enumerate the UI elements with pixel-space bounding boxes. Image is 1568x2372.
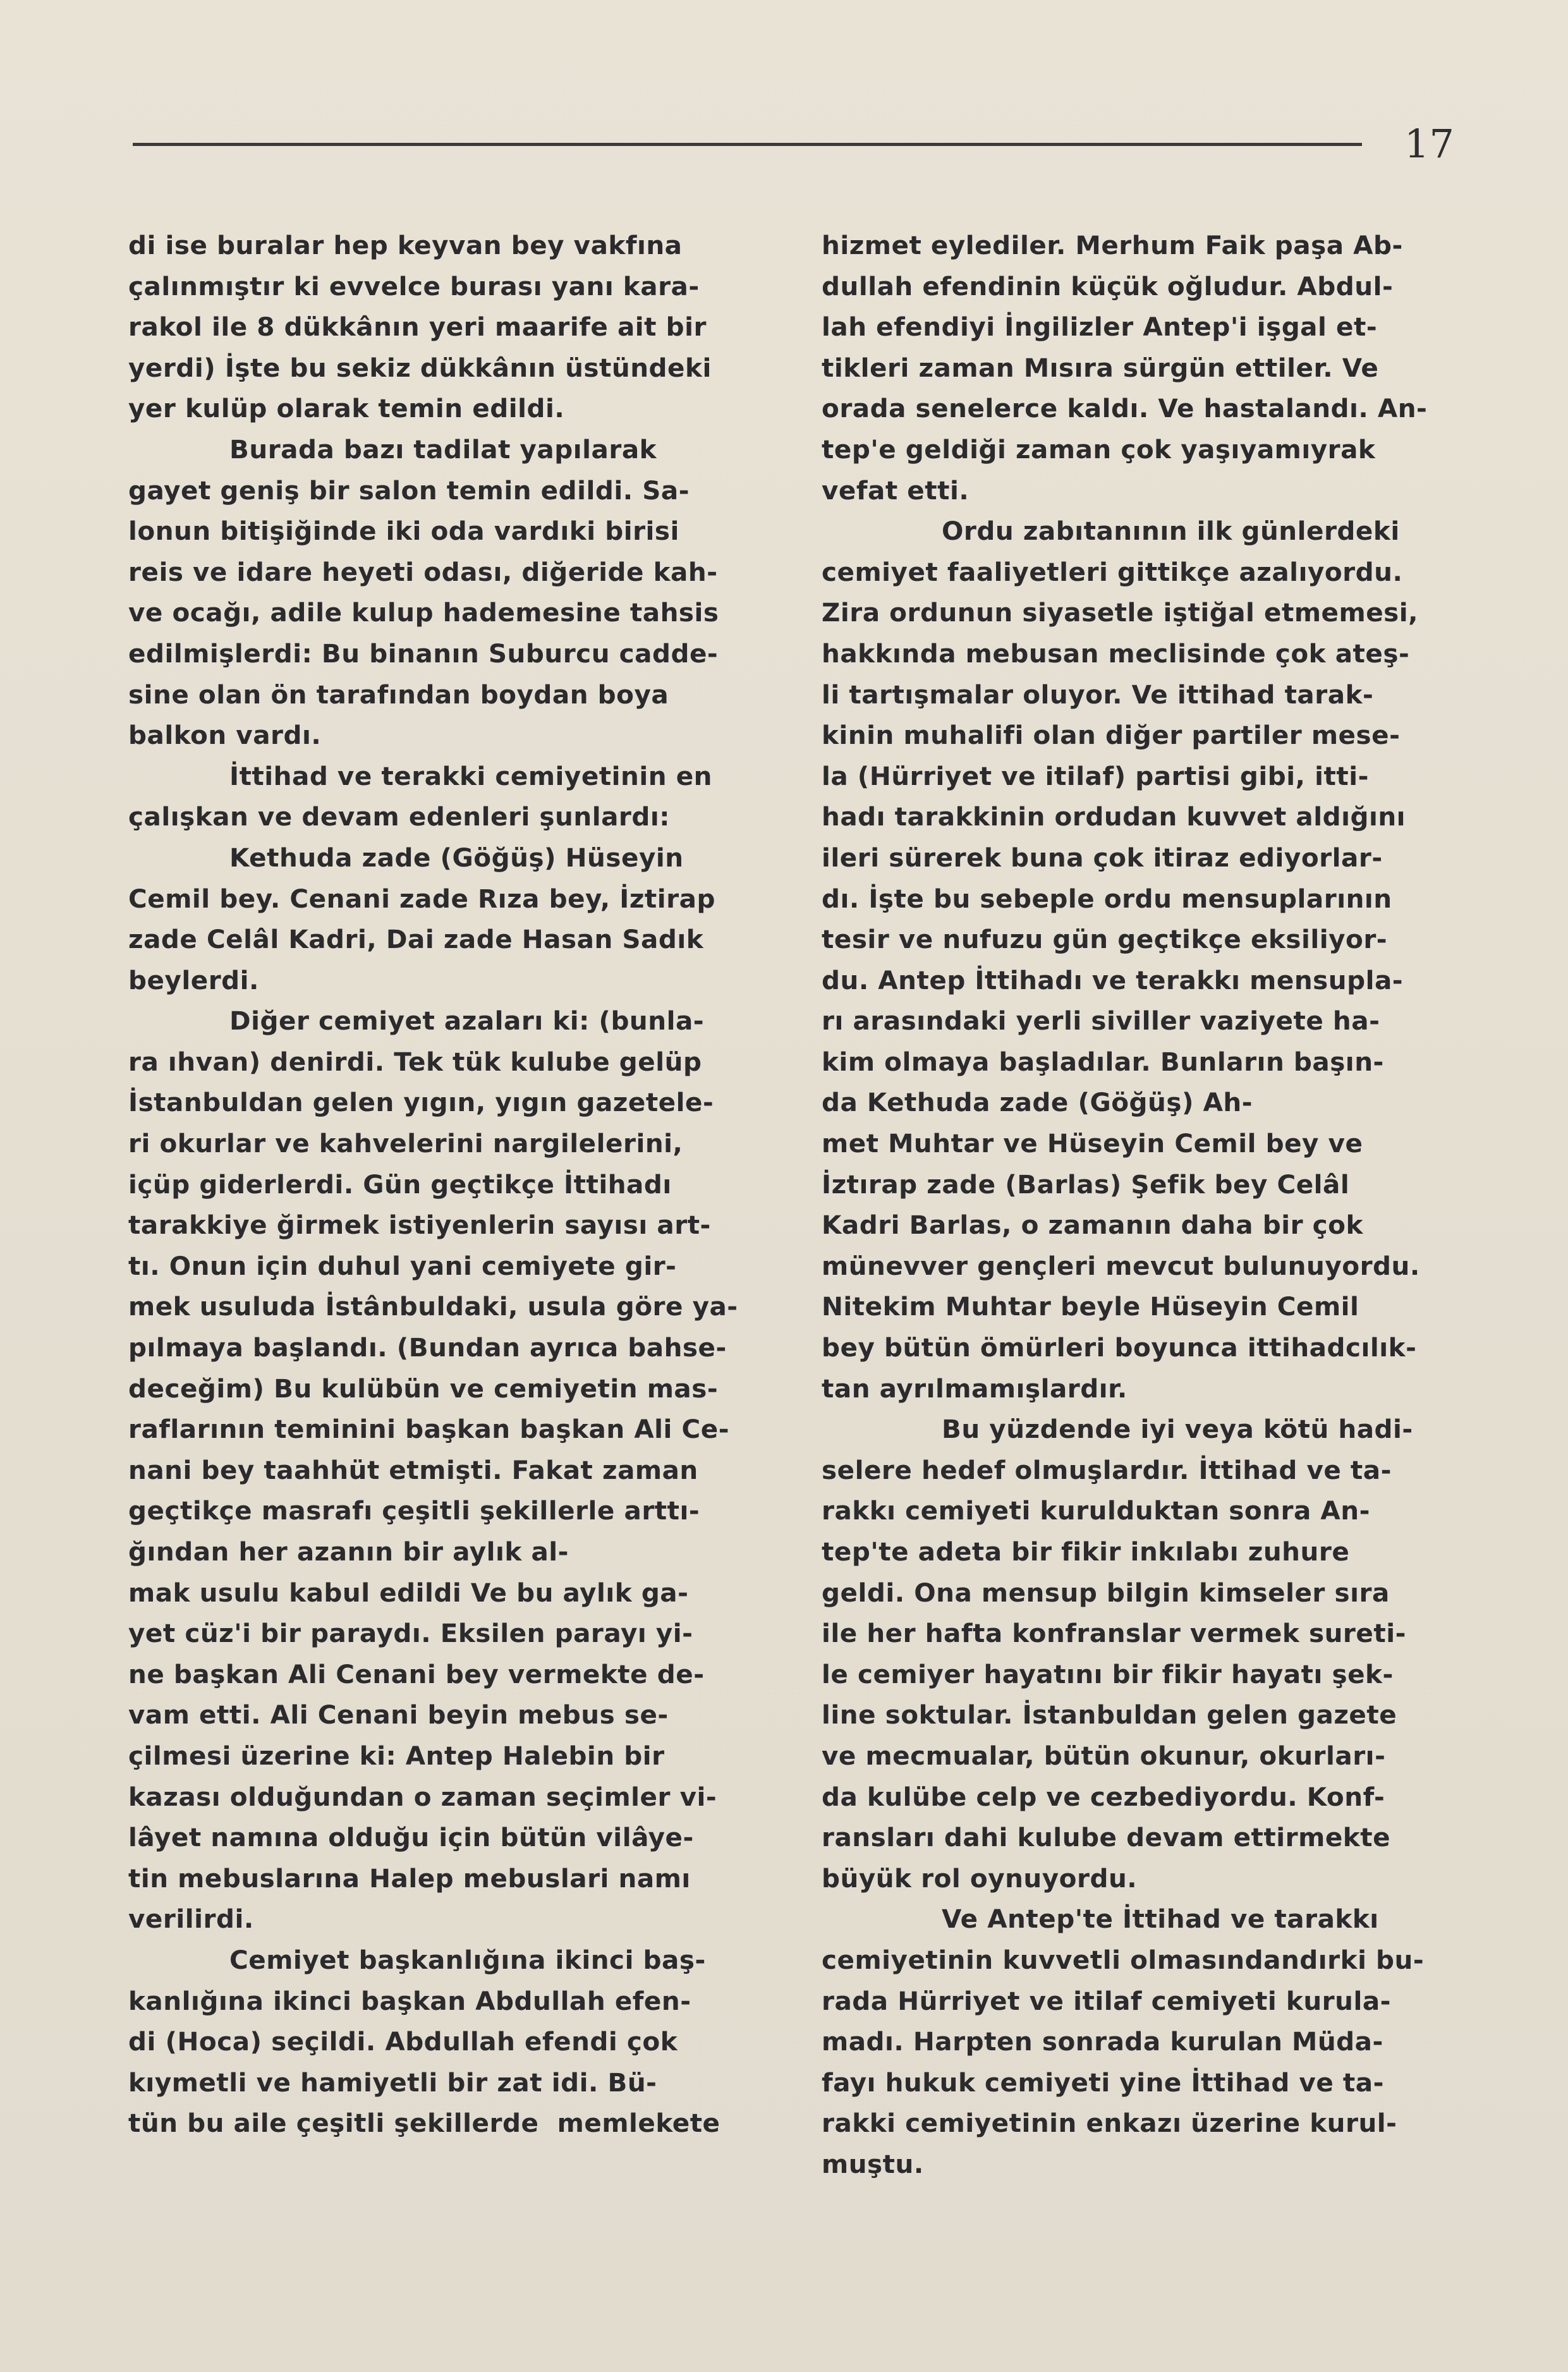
text-line: rakkı cemiyeti kurulduktan sonra An- <box>822 1495 1370 1526</box>
left-paragraph <box>128 1000 784 1940</box>
text-line: Ve Antep'te İttihad ve tarakkı <box>942 1904 1379 1935</box>
text-line: dı. İşte bu sebeple ordu mensuplarının <box>822 883 1392 914</box>
text-line: ile her hafta konfranslar vermek sureti- <box>822 1618 1406 1649</box>
text-line: beylerdi. <box>128 964 259 995</box>
text-line: le cemiyer hayatını bir fikir hayatı şek- <box>822 1658 1394 1689</box>
text-line: vefat etti. <box>822 475 969 506</box>
text-line: tesir ve nufuzu gün geçtikçe eksiliyor- <box>822 924 1388 955</box>
text-line: yerdi) İşte bu sekiz dükkânın üstündeki <box>128 352 712 383</box>
text-line: fayı hukuk cemiyeti yine İttihad ve ta- <box>822 2067 1384 2098</box>
text-line: münevver gençleri mevcut bulunuyordu. <box>822 1250 1420 1281</box>
left-column <box>128 225 784 2144</box>
text-line: tep'te adeta bir fikir inkılabı zuhure <box>822 1536 1350 1567</box>
text-line: da kulübe celp ve cezbediyordu. Konf- <box>822 1781 1385 1812</box>
text-line: di (Hoca) seçildi. Abdullah efendi çok <box>128 2026 678 2057</box>
text-line: ğından her azanın bir aylık al- <box>128 1536 569 1567</box>
text-line: bey bütün ömürleri boyunca ittihadcılık- <box>822 1332 1417 1363</box>
text-line: tep'e geldiği zaman çok yaşıyamıyrak <box>822 434 1376 465</box>
header-rule <box>133 143 1362 146</box>
text-line: du. Antep İttihadı ve terakkı mensupla- <box>822 964 1404 995</box>
text-line: ileri sürerek buna çok itiraz ediyorlar- <box>822 842 1383 873</box>
text-line: verilirdi. <box>128 1904 254 1935</box>
text-line: kazası olduğundan o zaman seçimler vi- <box>128 1781 717 1812</box>
text-line: Cemil bey. Cenani zade Rıza bey, İztirap <box>128 883 715 914</box>
text-line: lah efendiyi İngilizler Antep'i işgal et- <box>822 312 1378 343</box>
text-line: orada senelerce kaldı. Ve hastalandı. An- <box>822 393 1428 424</box>
text-line: balkon vardı. <box>128 720 322 751</box>
text-line: kanlığına ikinci başkan Abdullah efen- <box>128 1985 691 2016</box>
text-line: nani bey taahhüt etmişti. Fakat zaman <box>128 1454 698 1485</box>
text-line: İttihad ve terakki cemiyetinin en <box>229 760 712 791</box>
text-line: ri okurlar ve kahvelerini nargilelerini, <box>128 1128 683 1159</box>
text-line: pılmaya başlandı. (Bundan ayrıca bahse- <box>128 1332 727 1363</box>
text-line: muştu. <box>822 2148 924 2179</box>
text-line: line soktular. İstanbuldan gelen gazete <box>822 1700 1397 1730</box>
text-line: Burada bazı tadilat yapılarak <box>229 434 657 465</box>
right-column <box>822 225 1482 2185</box>
text-line: rakki cemiyetinin enkazı üzerine kurul- <box>822 2108 1397 2139</box>
text-line: tikleri zaman Mısıra sürgün ettiler. Ve <box>822 352 1379 383</box>
text-line: Kethuda zade (Göğüş) Hüseyin <box>229 842 684 873</box>
text-line: içüp giderlerdi. Gün geçtikçe İttihadı <box>128 1169 672 1200</box>
text-line: lonun bitişiğinde iki oda vardıki birisi <box>128 516 679 547</box>
text-line: Diğer cemiyet azaları ki: (bunla- <box>229 1006 705 1037</box>
text-line: met Muhtar ve Hüseyin Cemil bey ve <box>822 1128 1363 1159</box>
left-paragraph <box>128 837 784 1000</box>
text-line: çilmesi üzerine ki: Antep Halebin bir <box>128 1740 665 1771</box>
text-line: zade Celâl Kadri, Dai zade Hasan Sadık <box>128 924 704 955</box>
text-line: kinin muhalifi olan diğer partiler mese- <box>822 720 1401 751</box>
text-line: edilmişlerdi: Bu binanın Suburcu cadde- <box>128 638 719 669</box>
right-paragraph <box>822 511 1482 1409</box>
text-line: mek usuluda İstânbuldaki, usula göre ya- <box>128 1291 738 1322</box>
text-line: Ordu zabıtanının ilk günlerdeki <box>942 516 1400 547</box>
text-line: yet cüz'i bir paraydı. Eksilen parayı yi- <box>128 1618 693 1649</box>
text-line: la (Hürriyet ve itilaf) partisi gibi, itti- <box>822 760 1369 791</box>
text-line: Bu yüzdende iyi veya kötü hadi- <box>942 1414 1413 1445</box>
text-line: İstanbuldan gelen yıgın, yıgın gazetele- <box>128 1087 714 1118</box>
left-paragraph <box>128 756 784 837</box>
text-line: rı arasındaki yerli siviller vaziyete ha- <box>822 1006 1380 1037</box>
text-line: rakol ile 8 dükkânın yeri maarife ait bir <box>128 312 707 343</box>
text-line: ne başkan Ali Cenani bey vermekte de- <box>128 1658 705 1689</box>
text-line: reis ve idare heyeti odası, diğeride kah- <box>128 556 718 587</box>
text-line: Nitekim Muhtar beyle Hüseyin Cemil <box>822 1291 1359 1322</box>
text-line: büyük rol oynuyordu. <box>822 1863 1138 1894</box>
text-line: Zira ordunun siyasetle iştiğal etmemesi, <box>822 597 1419 628</box>
text-line: da Kethuda zade (Göğüş) Ah- <box>822 1087 1253 1118</box>
right-paragraph <box>822 1409 1482 1899</box>
text-line: geçtikçe masrafı çeşitli şekillerle arttı- <box>128 1495 700 1526</box>
text-line: di ise buralar hep keyvan bey vakfına <box>128 230 683 260</box>
text-line: hizmet eylediler. Merhum Faik paşa Ab- <box>822 230 1403 260</box>
text-line: gayet geniş bir salon temin edildi. Sa- <box>128 475 690 506</box>
text-line: selere hedef olmuşlardır. İttihad ve ta- <box>822 1454 1392 1485</box>
text-line: ransları dahi kulube devam ettirmekte <box>822 1822 1391 1853</box>
right-paragraph <box>822 1899 1482 2184</box>
text-line: ve mecmualar, bütün okunur, okurları- <box>822 1740 1386 1771</box>
text-line: cemiyetinin kuvvetli olmasındandırki bu- <box>822 1944 1425 1975</box>
text-line: tı. Onun için duhul yani cemiyete gir- <box>128 1250 677 1281</box>
left-paragraph <box>128 225 784 429</box>
text-line: dullah efendinin küçük oğludur. Abdul- <box>822 271 1394 301</box>
text-line: raflarının teminini başkan başkan Ali Ce- <box>128 1414 730 1445</box>
text-line: çalışkan ve devam edenleri şunlardı: <box>128 801 670 832</box>
right-paragraph <box>822 225 1482 511</box>
text-line: lâyet namına olduğu için bütün vilâye- <box>128 1822 694 1853</box>
left-paragraph <box>128 429 784 756</box>
text-line: kim olmaya başladılar. Bunların başın- <box>822 1046 1384 1077</box>
text-line: vam etti. Ali Cenani beyin mebus se- <box>128 1700 669 1730</box>
text-line: deceğim) Bu kulübün ve cemiyetin mas- <box>128 1373 719 1404</box>
text-line: hakkında mebusan meclisinde çok ateş- <box>822 638 1410 669</box>
text-line: geldi. Ona mensup bilgin kimseler sıra <box>822 1577 1390 1608</box>
text-line: Cemiyet başkanlığına ikinci baş- <box>229 1944 706 1975</box>
text-line: tin mebuslarına Halep mebuslari namı <box>128 1863 691 1894</box>
text-line: ra ıhvan) denirdi. Tek tük kulube gelüp <box>128 1046 702 1077</box>
page-number: 17 <box>1404 121 1454 167</box>
text-line: cemiyet faaliyetleri gittikçe azalıyordu. <box>822 556 1403 587</box>
text-line: çalınmıştır ki evvelce burası yanı kara- <box>128 271 700 301</box>
text-line: tün bu aile çeşitli şekillerde memlekete <box>128 2108 720 2139</box>
text-line: li tartışmalar oluyor. Ve ittihad tarak- <box>822 679 1374 710</box>
text-line: kıymetli ve hamiyetli bir zat idi. Bü- <box>128 2067 657 2098</box>
text-line: madı. Harpten sonrada kurulan Müda- <box>822 2026 1383 2057</box>
text-line: ve ocağı, adile kulup hademesine tahsis <box>128 597 719 628</box>
text-line: hadı tarakkinin ordudan kuvvet aldığını <box>822 801 1406 832</box>
text-line: tan ayrılmamışlardır. <box>822 1373 1127 1404</box>
text-line: İztırap zade (Barlas) Şefik bey Celâl <box>822 1169 1350 1200</box>
text-line: rada Hürriyet ve itilaf cemiyeti kurula- <box>822 1985 1391 2016</box>
text-line: Kadri Barlas, o zamanın daha bir çok <box>822 1210 1363 1241</box>
left-paragraph <box>128 1940 784 2144</box>
text-line: yer kulüp olarak temin edildi. <box>128 393 565 424</box>
text-line: sine olan ön tarafından boydan boya <box>128 679 669 710</box>
text-line: tarakkiye ğirmek istiyenlerin sayısı art- <box>128 1210 711 1241</box>
text-line: mak usulu kabul edildi Ve bu aylık ga- <box>128 1577 689 1608</box>
